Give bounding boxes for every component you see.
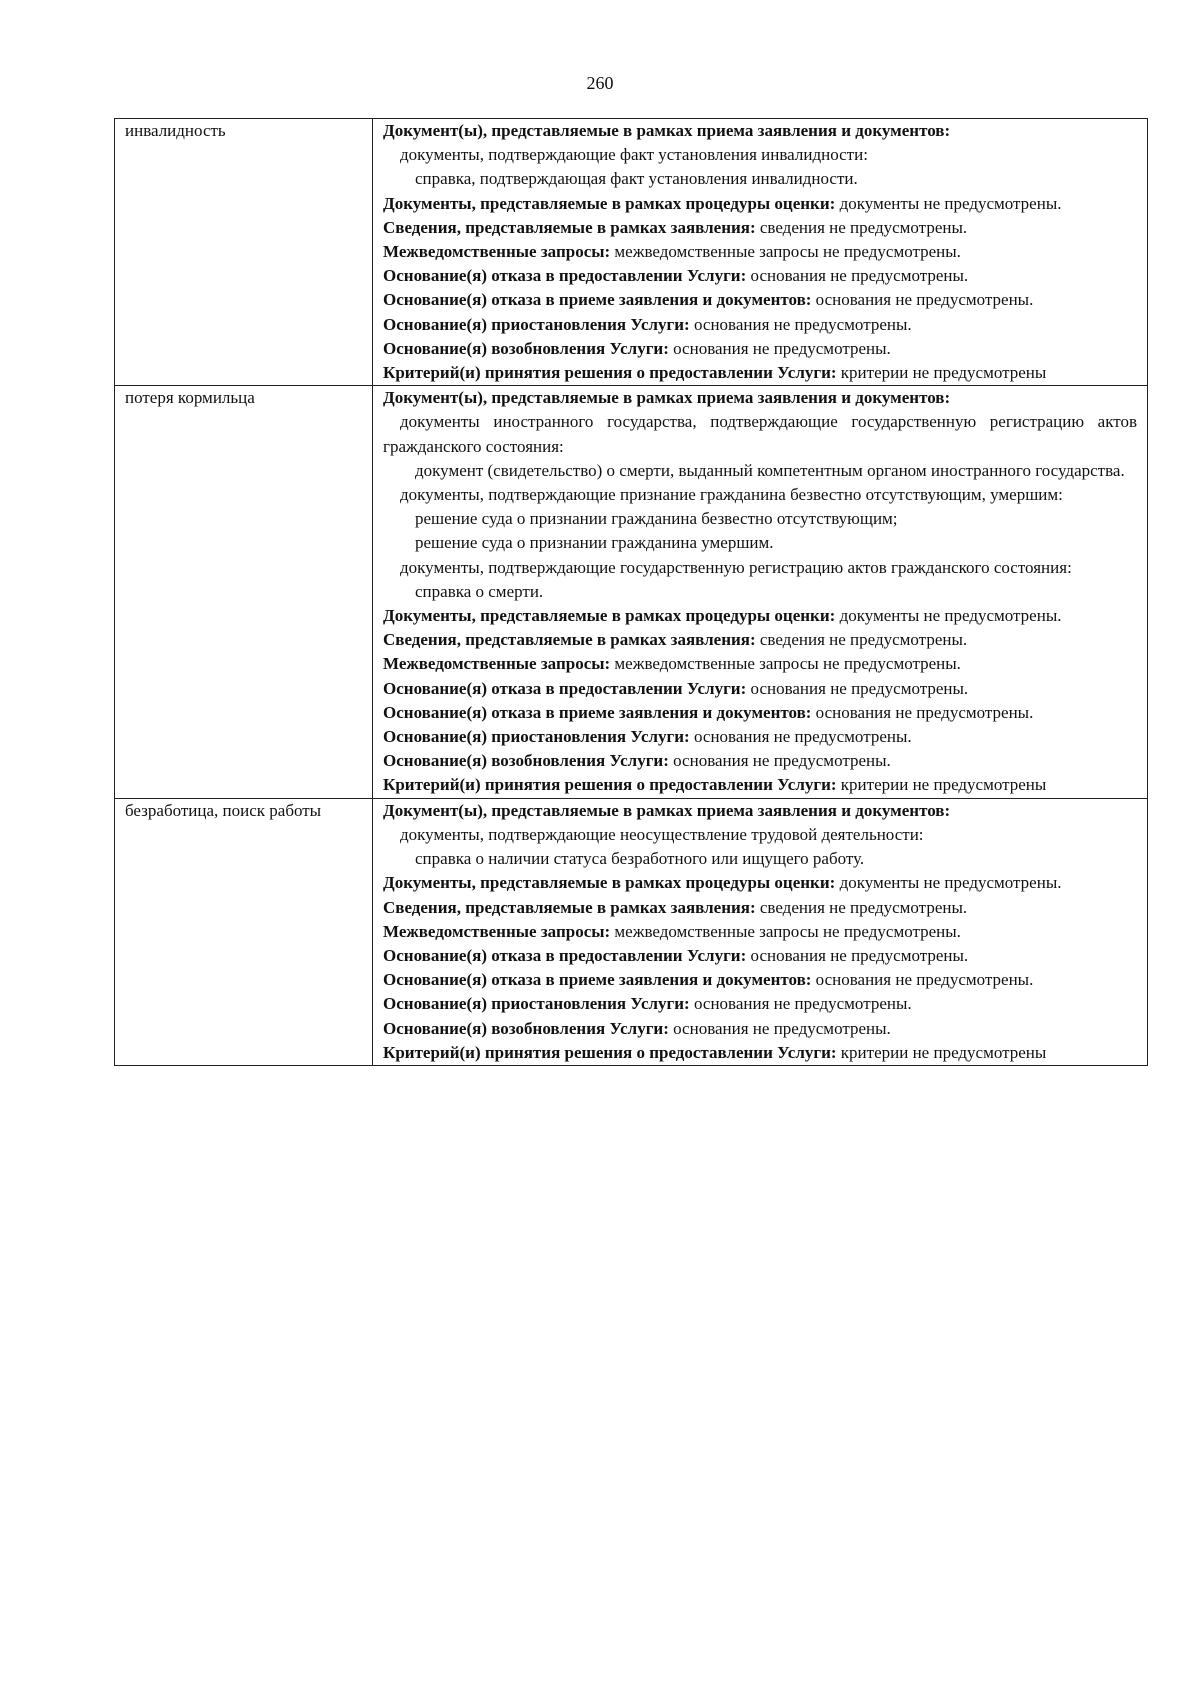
requirement-text: основания не предусмотрены. [668, 751, 891, 771]
requirement-paragraph [383, 313, 1137, 337]
requirement-paragraph [383, 725, 1137, 749]
requirement-text: документы, подтверждающие неосуществление трудовой деятельности: [400, 824, 924, 844]
requirement-heading: Документ(ы), представляемые в рамках приема заявления и документов: [383, 388, 951, 408]
requirement-paragraph [383, 337, 1137, 361]
requirement-heading: Сведения, представляемые в рамках заявления: [383, 897, 756, 917]
requirement-text: документы не предусмотрены. [835, 606, 1062, 626]
requirements-cell [373, 119, 1148, 386]
requirement-text: документы иностранного государства, подтверждающие государственную регистрацию актов гражданского состояния: [383, 412, 1137, 456]
requirement-paragraph [383, 288, 1137, 312]
requirement-paragraph [383, 773, 1137, 797]
requirement-heading: Основание(я) отказа в предоставлении Услуги: [383, 266, 747, 286]
requirement-text: основания не предусмотрены. [689, 314, 912, 334]
requirement-text: критерии не предусмотрены [836, 363, 1047, 383]
requirement-paragraph [383, 216, 1137, 240]
requirement-paragraph [383, 459, 1137, 483]
requirement-paragraph [383, 483, 1137, 507]
requirement-heading: Критерий(и) принятия решения о предоставлении Услуги: [383, 363, 837, 383]
requirement-heading: Межведомственные запросы: [383, 242, 611, 262]
requirement-paragraph [383, 410, 1137, 458]
requirement-text: сведения не предусмотрены. [755, 897, 968, 917]
requirement-paragraph [383, 1017, 1137, 1041]
category-cell: потеря кормильца [115, 386, 373, 798]
requirement-paragraph [383, 944, 1137, 968]
requirements-cell [373, 386, 1148, 798]
requirement-heading: Межведомственные запросы: [383, 921, 611, 941]
requirement-heading: Основание(я) приостановления Услуги: [383, 994, 690, 1014]
requirement-heading: Основание(я) возобновления Услуги: [383, 751, 669, 771]
requirement-paragraph [383, 580, 1137, 604]
requirement-paragraph [383, 677, 1137, 701]
requirement-paragraph [383, 386, 1137, 410]
requirement-text: основания не предусмотрены. [746, 266, 969, 286]
requirement-paragraph [383, 628, 1137, 652]
requirement-text: документы, подтверждающие государственную регистрацию актов гражданского состояния: [400, 557, 1072, 577]
table-row [115, 798, 1148, 1065]
requirement-paragraph [383, 119, 1137, 143]
requirement-heading: Сведения, представляемые в рамках заявления: [383, 630, 756, 650]
requirement-heading: Документы, представляемые в рамках процедуры оценки: [383, 606, 836, 626]
requirement-paragraph [383, 896, 1137, 920]
requirement-paragraph [383, 652, 1137, 676]
requirement-paragraph [383, 531, 1137, 555]
requirement-heading: Документ(ы), представляемые в рамках приема заявления и документов: [383, 121, 951, 140]
requirement-heading: Основание(я) отказа в предоставлении Услуги: [383, 678, 747, 698]
requirement-paragraph [383, 799, 1137, 823]
requirement-text: основания не предусмотрены. [811, 970, 1034, 990]
requirement-heading: Критерий(и) принятия решения о предоставлении Услуги: [383, 775, 837, 795]
requirement-text: основания не предусмотрены. [746, 678, 969, 698]
requirement-paragraph [383, 240, 1137, 264]
requirement-paragraph [383, 604, 1137, 628]
requirement-heading: Основание(я) отказа в приеме заявления и документов: [383, 702, 812, 722]
requirement-paragraph [383, 507, 1137, 531]
requirement-heading: Основание(я) приостановления Услуги: [383, 727, 690, 747]
requirement-paragraph [383, 920, 1137, 944]
table-row [115, 119, 1148, 386]
requirements-cell [373, 798, 1148, 1065]
requirement-text: основания не предусмотрены. [668, 338, 891, 358]
requirement-text: основания не предусмотрены. [689, 727, 912, 747]
requirement-heading: Документы, представляемые в рамках процедуры оценки: [383, 873, 836, 893]
requirement-text: сведения не предусмотрены. [755, 217, 968, 237]
requirement-text: документы не предусмотрены. [835, 193, 1062, 213]
requirement-text: критерии не предусмотрены [836, 1042, 1047, 1062]
requirement-heading: Межведомственные запросы: [383, 654, 611, 674]
requirement-text: документы, подтверждающие факт установления инвалидности: [400, 145, 868, 165]
requirement-paragraph [383, 556, 1137, 580]
requirement-paragraph [383, 1041, 1137, 1065]
requirement-text: основания не предусмотрены. [689, 994, 912, 1014]
requirement-text: основания не предусмотрены. [811, 290, 1034, 310]
requirement-text: основания не предусмотрены. [668, 1018, 891, 1038]
requirement-text: справка о наличии статуса безработного или ищущего работу. [415, 849, 865, 869]
requirement-text: справка о смерти. [415, 581, 544, 601]
requirement-text: основания не предусмотрены. [746, 945, 969, 965]
table-body [115, 119, 1148, 1066]
requirement-heading: Документы, представляемые в рамках процедуры оценки: [383, 193, 836, 213]
requirement-text: решение суда о признании гражданина безвестно отсутствующим; [415, 509, 898, 529]
requirement-heading: Сведения, представляемые в рамках заявления: [383, 217, 756, 237]
requirement-heading: Основание(я) отказа в предоставлении Услуги: [383, 945, 747, 965]
requirement-heading: Основание(я) отказа в приеме заявления и документов: [383, 290, 812, 310]
requirement-text: межведомственные запросы не предусмотрены. [610, 654, 961, 674]
requirement-text: межведомственные запросы не предусмотрены. [610, 921, 961, 941]
requirement-text: основания не предусмотрены. [811, 702, 1034, 722]
category-cell: инвалидность [115, 119, 373, 386]
requirement-paragraph [383, 749, 1137, 773]
requirement-heading: Основание(я) возобновления Услуги: [383, 1018, 669, 1038]
requirement-paragraph [383, 264, 1137, 288]
services-table [114, 118, 1148, 1066]
requirement-paragraph [383, 968, 1137, 992]
requirement-heading: Основание(я) возобновления Услуги: [383, 338, 669, 358]
requirement-text: справка, подтверждающая факт установления инвалидности. [415, 169, 858, 189]
requirement-text: межведомственные запросы не предусмотрены. [610, 242, 961, 262]
requirement-paragraph [383, 143, 1137, 167]
requirement-heading: Критерий(и) принятия решения о предоставлении Услуги: [383, 1042, 837, 1062]
requirement-paragraph [383, 823, 1137, 847]
requirement-text: документ (свидетельство) о смерти, выданный компетентным органом иностранного государства. [415, 460, 1125, 480]
requirement-paragraph [383, 361, 1137, 385]
requirement-paragraph [383, 192, 1137, 216]
requirement-heading: Документ(ы), представляемые в рамках приема заявления и документов: [383, 800, 951, 820]
requirement-paragraph [383, 167, 1137, 191]
requirement-paragraph [383, 871, 1137, 895]
requirement-paragraph [383, 992, 1137, 1016]
table-row [115, 386, 1148, 798]
requirement-paragraph [383, 701, 1137, 725]
requirement-text: критерии не предусмотрены [836, 775, 1047, 795]
requirement-text: сведения не предусмотрены. [755, 630, 968, 650]
requirement-heading: Основание(я) отказа в приеме заявления и документов: [383, 970, 812, 990]
requirement-text: документы не предусмотрены. [835, 873, 1062, 893]
requirement-paragraph [383, 847, 1137, 871]
category-cell: безработица, поиск работы [115, 798, 373, 1065]
requirement-text: документы, подтверждающие признание гражданина безвестно отсутствующим, умершим: [400, 485, 1063, 505]
requirement-text: решение суда о признании гражданина умершим. [415, 533, 774, 553]
page-number: 260 [586, 73, 614, 93]
requirement-heading: Основание(я) приостановления Услуги: [383, 314, 690, 334]
